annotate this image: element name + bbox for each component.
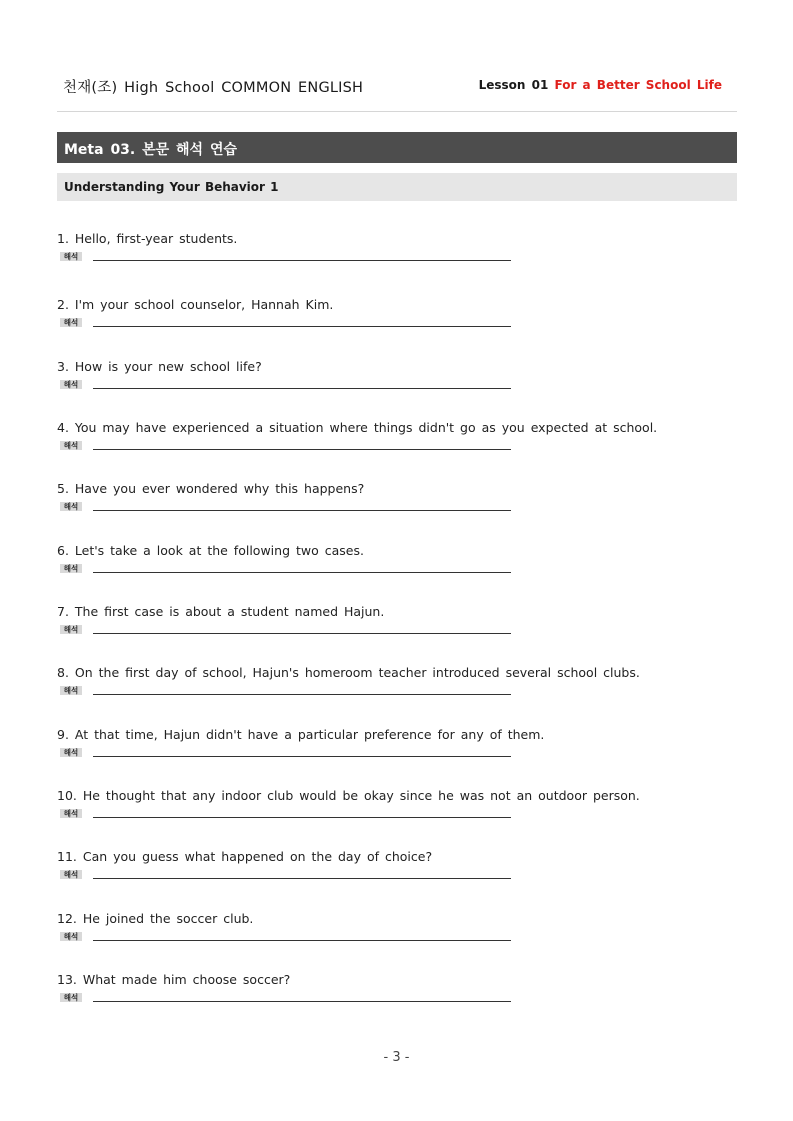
page-header bbox=[57, 76, 737, 96]
textbook-title: 천재(조) High School COMMON ENGLISH bbox=[63, 80, 364, 96]
answer-line[interactable] bbox=[93, 756, 511, 757]
translation-tag: 해석 bbox=[60, 625, 82, 634]
sentence-text: 8. On the first day of school, Hajun's homeroom teacher introduced several school clubs. bbox=[57, 665, 640, 680]
exercise-item bbox=[57, 481, 737, 515]
lesson-name: For a Better School Life bbox=[554, 78, 722, 92]
exercise-item bbox=[57, 788, 737, 822]
answer-line[interactable] bbox=[93, 326, 511, 327]
translation-tag: 해석 bbox=[60, 441, 82, 450]
lesson-label bbox=[479, 78, 722, 92]
section-title-bar bbox=[57, 132, 737, 163]
translation-tag: 해석 bbox=[60, 932, 82, 941]
translation-tag: 해석 bbox=[60, 380, 82, 389]
sentence-text: 1. Hello, first-year students. bbox=[57, 231, 238, 246]
answer-line[interactable] bbox=[93, 694, 511, 695]
sentence-text: 13. What made him choose soccer? bbox=[57, 972, 291, 987]
answer-line[interactable] bbox=[93, 878, 511, 879]
sentence-text: 11. Can you guess what happened on the day of choice? bbox=[57, 849, 433, 864]
exercise-item bbox=[57, 727, 737, 761]
exercise-item bbox=[57, 297, 737, 331]
sentence-text: 2. I'm your school counselor, Hannah Kim. bbox=[57, 297, 334, 312]
sentence-text: 12. He joined the soccer club. bbox=[57, 911, 254, 926]
subsection-title: Understanding Your Behavior 1 bbox=[64, 180, 279, 194]
lesson-number: Lesson 01 bbox=[478, 78, 549, 92]
page-number: - 3 - bbox=[383, 1050, 410, 1065]
translation-tag: 해석 bbox=[60, 564, 82, 573]
translation-tag: 해석 bbox=[60, 252, 82, 261]
answer-line[interactable] bbox=[93, 572, 511, 573]
translation-tag: 해석 bbox=[60, 686, 82, 695]
sentence-text: 4. You may have experienced a situation where things didn't go as you expected at school. bbox=[57, 420, 658, 435]
exercise-item bbox=[57, 972, 737, 1006]
answer-line[interactable] bbox=[93, 388, 511, 389]
subsection-title-bar bbox=[57, 173, 737, 201]
answer-line[interactable] bbox=[93, 510, 511, 511]
sentence-text: 6. Let's take a look at the following two cases. bbox=[57, 543, 364, 558]
answer-line[interactable] bbox=[93, 817, 511, 818]
exercise-item bbox=[57, 665, 737, 699]
exercise-item bbox=[57, 911, 737, 945]
translation-tag: 해석 bbox=[60, 809, 82, 818]
exercise-item bbox=[57, 604, 737, 638]
exercise-item bbox=[57, 420, 737, 454]
translation-tag: 해석 bbox=[60, 318, 82, 327]
sentence-text: 7. The first case is about a student named Hajun. bbox=[57, 604, 385, 619]
sentence-text: 3. How is your new school life? bbox=[57, 359, 262, 374]
translation-tag: 해석 bbox=[60, 748, 82, 757]
exercise-item bbox=[57, 849, 737, 883]
sentence-text: 10. He thought that any indoor club would be okay since he was not an outdoor person. bbox=[57, 788, 640, 803]
exercise-item bbox=[57, 359, 737, 393]
answer-line[interactable] bbox=[93, 633, 511, 634]
sentence-text: 5. Have you ever wondered why this happens? bbox=[57, 481, 365, 496]
translation-tag: 해석 bbox=[60, 502, 82, 511]
sentence-text: 9. At that time, Hajun didn't have a particular preference for any of them. bbox=[57, 727, 545, 742]
answer-line[interactable] bbox=[93, 1001, 511, 1002]
exercise-item bbox=[57, 231, 737, 265]
section-title: Meta 03. 본문 해석 연습 bbox=[64, 142, 238, 158]
translation-tag: 해석 bbox=[60, 993, 82, 1002]
answer-line[interactable] bbox=[93, 940, 511, 941]
exercise-item bbox=[57, 543, 737, 577]
answer-line[interactable] bbox=[93, 449, 511, 450]
header-divider bbox=[57, 111, 737, 112]
answer-line[interactable] bbox=[93, 260, 511, 261]
translation-tag: 해석 bbox=[60, 870, 82, 879]
